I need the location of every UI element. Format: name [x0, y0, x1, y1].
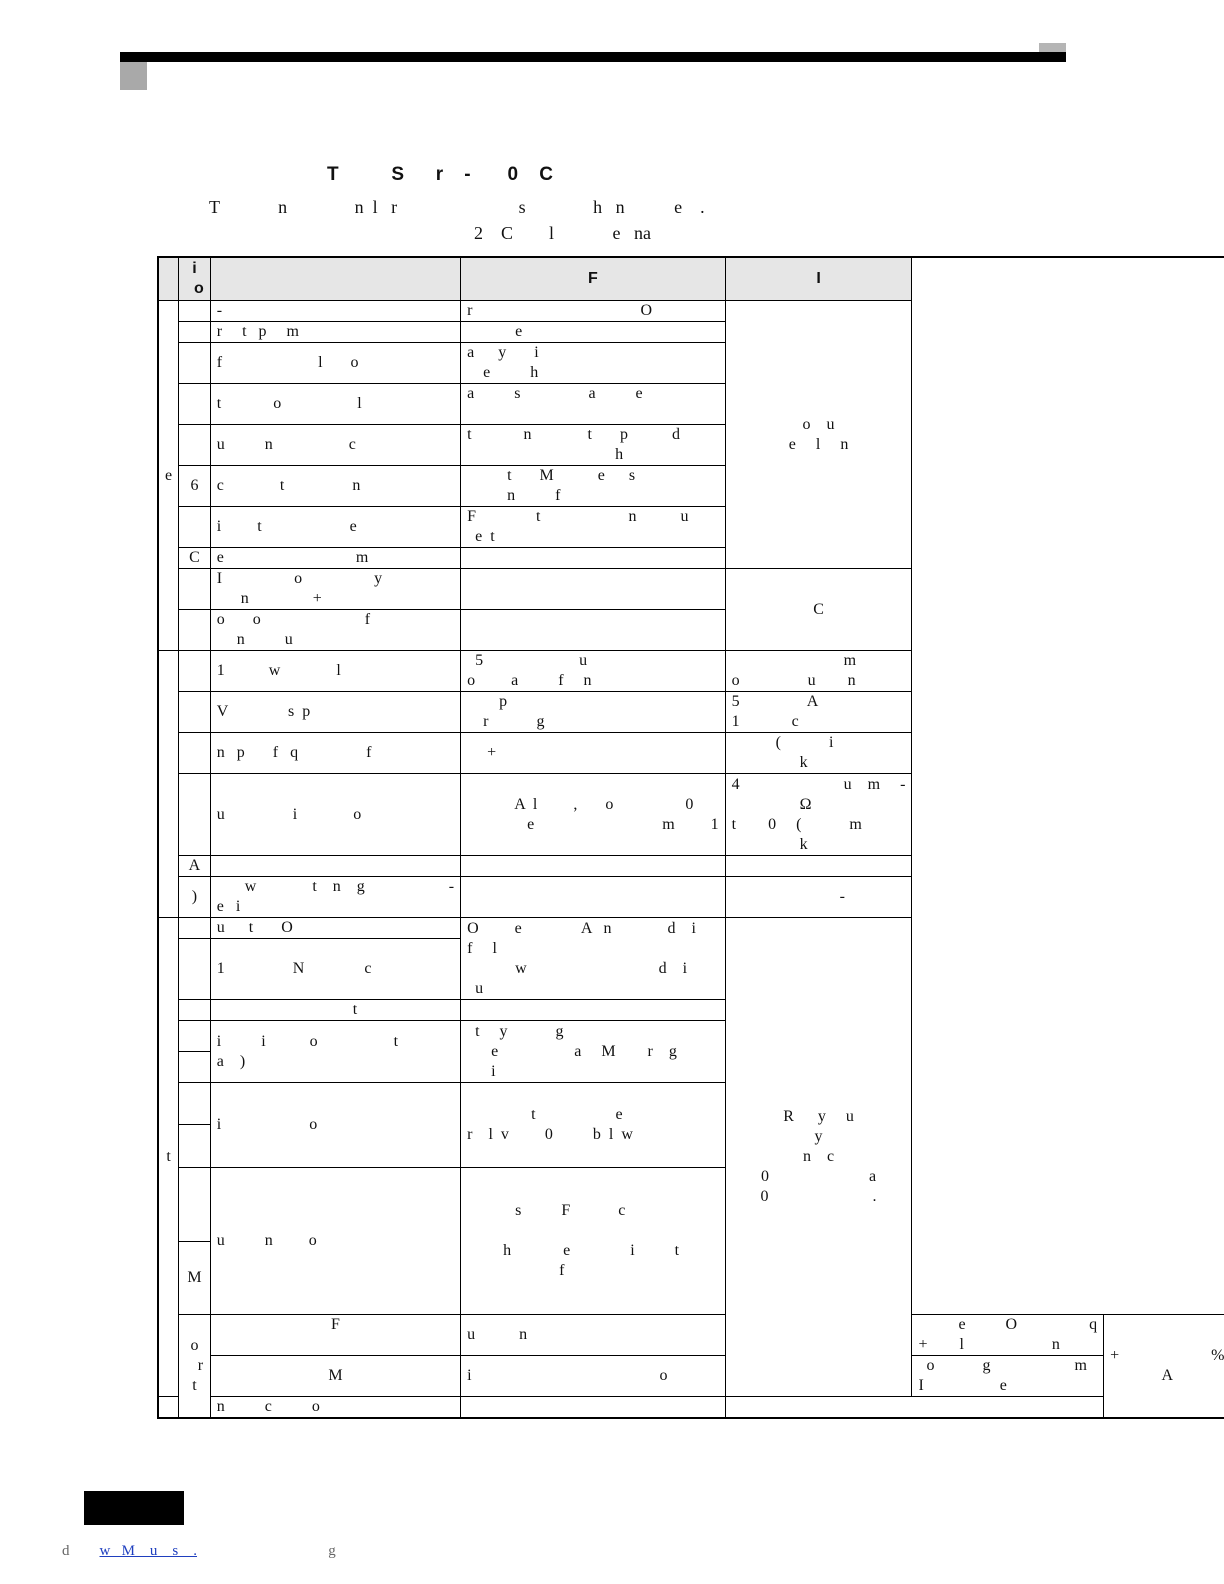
table-row — [158, 322, 1224, 343]
header-number: i o — [179, 257, 211, 301]
row-function — [461, 877, 726, 918]
table-row — [158, 918, 1224, 939]
table-row — [158, 610, 1224, 651]
row-function — [461, 610, 726, 651]
row-name: u n c — [210, 425, 460, 466]
footer-prefix: d — [62, 1543, 70, 1559]
section-note: + % A — [1104, 1315, 1224, 1419]
footer-link[interactable]: w M u s . — [99, 1543, 198, 1559]
section-note: o u e l n — [725, 301, 912, 569]
row-number: ) — [179, 877, 211, 918]
header-category — [158, 257, 179, 301]
section-label: e — [158, 301, 179, 651]
row-function: p r g — [461, 692, 726, 733]
table-row — [158, 384, 1224, 425]
table-row — [158, 569, 1224, 610]
row-name: u i o — [210, 774, 460, 856]
row-number — [179, 1000, 211, 1021]
section-note: C — [725, 569, 912, 651]
row-number: M — [210, 1356, 460, 1397]
table-header-row — [158, 257, 1224, 301]
row-note: m o u n — [725, 651, 912, 692]
row-number: F — [210, 1315, 460, 1356]
row-name: u n o — [210, 1168, 460, 1315]
table-row — [158, 1168, 1224, 1242]
row-number — [179, 301, 211, 322]
row-function: s F c h e i t f — [461, 1168, 726, 1315]
row-function — [461, 548, 726, 569]
footer-suffix: g — [328, 1543, 336, 1559]
row-number — [179, 918, 211, 939]
section-label: o r t — [179, 1315, 211, 1419]
row-number — [179, 610, 211, 651]
row-number — [179, 322, 211, 343]
row-name: 1 w l — [210, 651, 460, 692]
table-row — [158, 877, 1224, 918]
row-number — [179, 343, 211, 384]
row-number — [179, 733, 211, 774]
row-name: - — [210, 301, 460, 322]
table-row — [158, 774, 1224, 856]
row-name: w t n g - e i — [210, 877, 460, 918]
row-name: n c o — [210, 1397, 460, 1419]
row-function: 5 u o a f n — [461, 651, 726, 692]
row-number: 6 — [179, 466, 211, 507]
table-caption: 2 C l e na — [474, 223, 651, 243]
specification-table — [157, 256, 1224, 1419]
table-row — [158, 733, 1224, 774]
table-row — [158, 466, 1224, 507]
row-name: f l o — [210, 343, 460, 384]
row-number — [179, 1168, 211, 1242]
row-name: i i o t a ) — [210, 1021, 460, 1083]
section-label — [158, 651, 179, 918]
table-row — [158, 1397, 1224, 1419]
row-name: e m — [210, 548, 460, 569]
intro-text: T n n l r s h n e . — [209, 197, 705, 217]
table-row — [158, 548, 1224, 569]
row-name: I o y n + — [210, 569, 460, 610]
row-function: + — [461, 733, 726, 774]
table-row — [158, 651, 1224, 692]
row-function: t M e s n f — [461, 466, 726, 507]
row-name: t — [210, 1000, 460, 1021]
table-row — [158, 1356, 1224, 1397]
row-function: e — [461, 322, 726, 343]
row-name: V s p — [210, 692, 460, 733]
row-function: t y g e a M r g i — [461, 1021, 726, 1083]
section-label: t — [158, 918, 179, 1397]
row-function — [461, 856, 726, 877]
row-function: e O q + l n — [912, 1315, 1104, 1356]
row-name: i o — [210, 1083, 460, 1168]
row-number — [179, 939, 211, 1000]
table-row — [158, 1021, 1224, 1052]
table-row — [158, 1315, 1224, 1356]
row-number — [158, 1397, 179, 1419]
page-number-block — [84, 1491, 184, 1525]
section-marker — [120, 62, 147, 90]
table-row — [158, 1000, 1224, 1021]
row-function: a s a e — [461, 384, 726, 425]
row-name: i o — [461, 1356, 726, 1397]
row-name: u n — [461, 1315, 726, 1356]
header-rule — [120, 52, 1066, 62]
table-row — [158, 856, 1224, 877]
corner-tab — [1039, 43, 1066, 52]
row-note: 5 A 1 c — [725, 692, 912, 733]
row-function: t n t p d h — [461, 425, 726, 466]
row-note: - — [725, 877, 912, 918]
row-number — [179, 1083, 211, 1125]
row-function — [461, 1000, 726, 1021]
row-name: c t n — [210, 466, 460, 507]
row-function: t e r l v 0 b l w — [461, 1083, 726, 1168]
row-function: A l , o 0 e m 1 — [461, 774, 726, 856]
row-number — [179, 384, 211, 425]
row-number — [179, 507, 211, 548]
row-number: C — [179, 548, 211, 569]
header-function: F — [461, 257, 726, 301]
row-function — [461, 1397, 726, 1419]
row-number — [179, 1021, 211, 1052]
row-number — [179, 425, 211, 466]
section-note: R y u y n c 0 a 0 . — [725, 918, 912, 1397]
table-row — [158, 692, 1224, 733]
row-name: i t e — [210, 507, 460, 548]
section-heading: T S r - 0 C — [327, 164, 553, 185]
table-row — [158, 425, 1224, 466]
row-note: ( i k — [725, 733, 912, 774]
row-name: n p f q f — [210, 733, 460, 774]
row-name — [210, 856, 460, 877]
row-name: t o l — [210, 384, 460, 425]
row-function: a y i e h — [461, 343, 726, 384]
header-name — [210, 257, 460, 301]
row-number — [179, 692, 211, 733]
row-name: o o f n u — [210, 610, 460, 651]
table-row — [158, 343, 1224, 384]
row-function: O e A n d i f l w d i u — [461, 918, 726, 1000]
table-row — [158, 507, 1224, 548]
row-name: u t O — [210, 918, 460, 939]
row-number — [179, 774, 211, 856]
table-row — [158, 1083, 1224, 1125]
row-number — [179, 569, 211, 610]
row-note — [725, 856, 912, 877]
row-function — [461, 569, 726, 610]
row-number — [179, 1125, 211, 1168]
table-row — [158, 301, 1224, 322]
row-number: M — [179, 1242, 211, 1315]
row-number: A — [179, 856, 211, 877]
row-function: r O — [461, 301, 726, 322]
footer — [62, 1543, 336, 1560]
row-number — [179, 651, 211, 692]
row-function: F t n u e t — [461, 507, 726, 548]
header-notes: I — [725, 257, 912, 301]
row-note: 4 u m - Ω t 0 ( m k — [725, 774, 912, 856]
row-number — [179, 1052, 211, 1083]
row-function: o g m I e — [912, 1356, 1104, 1397]
row-name: 1 N c — [210, 939, 460, 1000]
row-name: r t p m — [210, 322, 460, 343]
